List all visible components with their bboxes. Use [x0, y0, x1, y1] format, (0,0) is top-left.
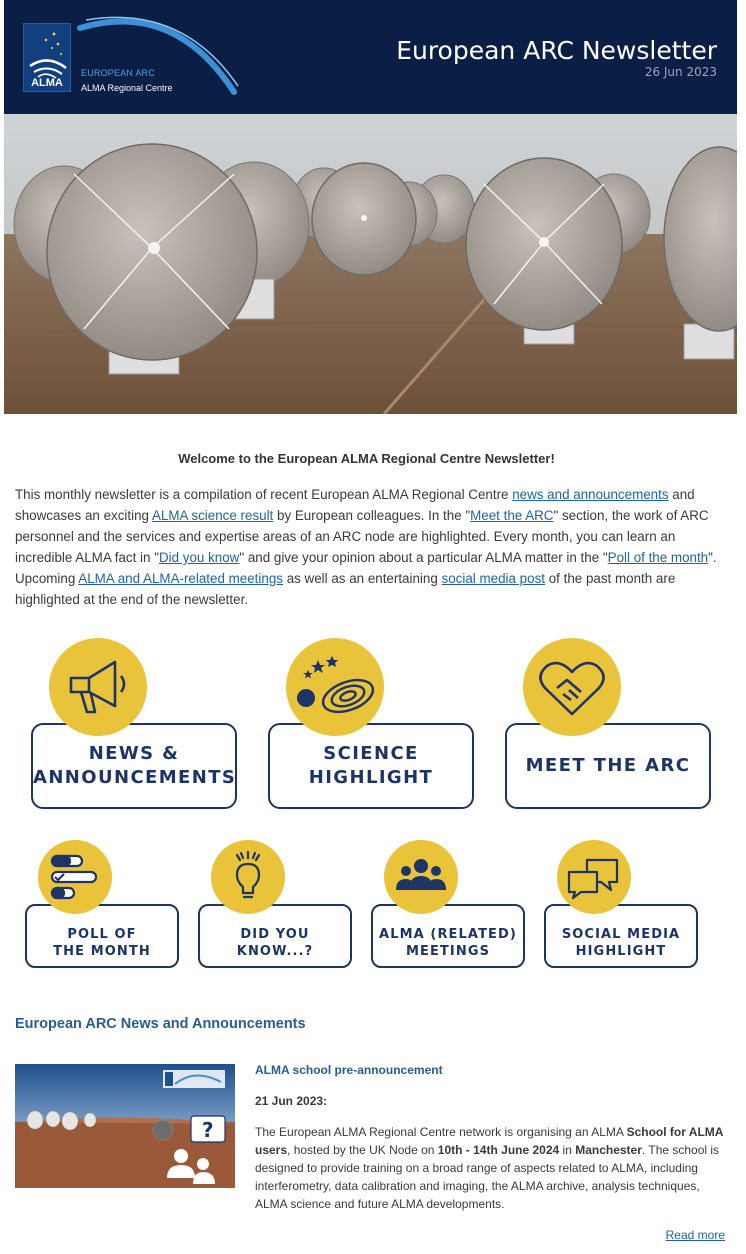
card-label: SCIENCE HIGHLIGHT	[308, 743, 434, 788]
handshake-heart-icon[interactable]	[523, 638, 621, 736]
intro-text: " section, the work of ARC personnel and the services and expertise areas of an ARC node are highlighted. Every month, you can learn an incredible ALMA fact in "	[15, 508, 709, 565]
meet-the-arc-link[interactable]: Meet the ARC	[470, 508, 554, 523]
intro-text: This monthly newsletter is a compilation of recent European ALMA Regional Centre	[15, 487, 513, 502]
science-result-link[interactable]: ALMA science result	[151, 508, 274, 523]
newsletter-header	[4, 0, 737, 114]
card-label: POLL OF THE MONTH	[53, 927, 151, 959]
read-more-link[interactable]: Read more	[665, 1228, 725, 1242]
poll-link[interactable]: Poll of the month	[607, 550, 709, 565]
news-item-date: 21 Jun 2023:	[255, 1094, 328, 1108]
social-media-link[interactable]: social media post	[441, 571, 545, 586]
chat-bubbles-icon[interactable]	[557, 840, 631, 914]
intro-text: of the past month are highlighted at the end of the newsletter.	[15, 571, 676, 607]
news-text: . The school is designed to provide training on a broad range of aspects related to ALMA, including interferometry, data calibration and imaging, the ALMA archive, analysis techniques, ALMA science and future ALMA developments.	[255, 1143, 720, 1211]
news-emphasis: 10th - 14th June 2024	[437, 1143, 560, 1157]
news-emphasis: School for ALMA users	[255, 1125, 723, 1157]
intro-text: by European colleagues. In the "	[273, 508, 471, 523]
poll-icon[interactable]	[38, 840, 112, 914]
newsletter-title: European ARC Newsletter	[396, 36, 717, 65]
alma-logo-text: ALMA	[31, 77, 63, 89]
card-label: DID YOU KNOW...?	[236, 927, 314, 959]
card-label: ALMA (RELATED) MEETINGS	[379, 927, 517, 959]
news-section-title: European ARC News and Announcements	[15, 1016, 306, 1032]
news-thumbnail[interactable]	[15, 1064, 235, 1188]
antenna-array-illustration	[4, 114, 737, 414]
news-item-body	[255, 1123, 727, 1213]
hero-image	[4, 114, 737, 414]
alma-logo[interactable]	[23, 23, 71, 92]
lightbulb-icon[interactable]	[211, 840, 285, 914]
galaxy-icon[interactable]	[286, 638, 384, 736]
news-text: , hosted by the UK Node on	[287, 1143, 438, 1157]
card-label: SOCIAL MEDIA HIGHLIGHT	[561, 927, 681, 959]
meetings-link[interactable]: ALMA and ALMA-related meetings	[78, 571, 283, 586]
brand-line-2: ALMA Regional Centre	[81, 83, 173, 93]
card-label: NEWS & ANNOUNCEMENTS	[33, 743, 237, 788]
school-announcement-illustration	[15, 1064, 235, 1188]
intro-text: ". Upcoming	[15, 550, 717, 586]
news-item-title[interactable]: ALMA school pre-announcement	[255, 1063, 443, 1077]
megaphone-icon[interactable]	[49, 638, 147, 736]
intro-text: as well as an entertaining	[282, 571, 442, 586]
intro-paragraph	[15, 484, 730, 610]
people-group-icon[interactable]	[384, 840, 458, 914]
welcome-heading: Welcome to the European ALMA Regional Centre Newsletter!	[178, 451, 555, 466]
did-you-know-link[interactable]: Did you know	[158, 550, 240, 565]
news-emphasis: Manchester	[575, 1143, 642, 1157]
intro-text: and showcases an exciting	[15, 487, 695, 523]
brand-line-1: EUROPEAN ARC	[81, 68, 155, 78]
news-link[interactable]: news and announcements	[512, 487, 669, 502]
newsletter-date: 26 Jun 2023	[644, 65, 717, 79]
news-text: in	[559, 1143, 576, 1157]
card-label: MEET THE ARC	[525, 755, 691, 776]
intro-text: " and give your opinion about a particular ALMA matter in the "	[239, 550, 608, 565]
news-text: The European ALMA Regional Centre network is organising an ALMA	[255, 1125, 627, 1139]
svg-text:?: ?	[202, 1118, 214, 1142]
